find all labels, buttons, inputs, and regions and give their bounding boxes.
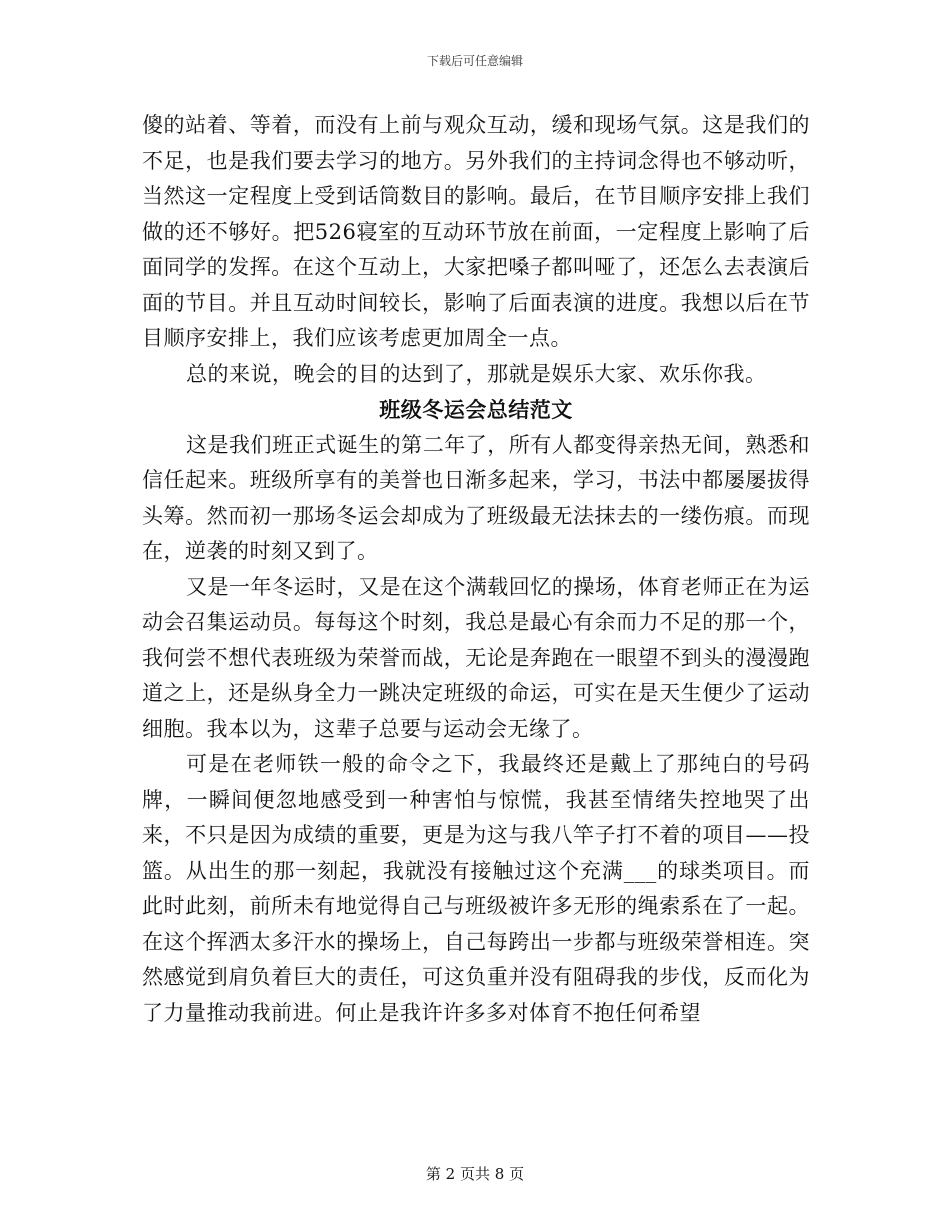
section-title: 班级冬运会总结范文 xyxy=(379,397,573,422)
body-paragraph-1: 这是我们班正式诞生的第二年了，所有人都变得亲热无间，熟悉和信任起来。班级所享有的美誉也日渐多起来，学习，书法中都屡屡拔得头筹。然而初一那场冬运会却成为了班级最无法抹去的一缕伤痕。而现在，逆袭的时刻又到了。 xyxy=(142,432,810,563)
page-header: 下载后可任意编辑 xyxy=(426,54,523,68)
page-footer: 第 2 页共 8 页 xyxy=(425,1165,525,1183)
continued-paragraph: 傻的站着、等着，而没有上前与观众互动，缓和现场气氛。这是我们的不足，也是我们要去学习的地方。另外我们的主持词念得也不够动听，当然这一定程度上受到话筒数目的影响。最后，在节目顺序安排上我们做的还不够好。把526寝室的互动环节放在前面，一定程度上影响了后面同学的发挥。在这个互动上，大家把嗓子都叫哑了，还怎么去表演后面的节目。并且互动时间较长，影响了后面表演的进度。我想以后在节目顺序安排上，我们应该考虑更加周全一点。 xyxy=(142,113,810,350)
closing-paragraph: 总的来说，晚会的目的达到了，那就是娱乐大家、欢乐你我。 xyxy=(186,361,767,386)
body-paragraph-2: 又是一年冬运时，又是在这个满载回忆的操场，体育老师正在为运动会召集运动员。每每这个时刻，我总是最心有余而力不足的那一个，我何尝不想代表班级为荣誉而战，无论是奔跑在一眼望不到头的漫漫跑道之上，还是纵身全力一跳决定班级的命运，可实在是天生便少了运动细胞。我本以为，这辈子总要与运动会无缘了。 xyxy=(142,574,810,741)
body-paragraph-3: 可是在老师铁一般的命令之下，我最终还是戴上了那纯白的号码牌，一瞬间便忽地感受到一种害怕与惊慌，我甚至情绪失控地哭了出来，不只是因为成绩的重要，更是为这与我八竿子打不着的项目——投篮。从出生的那一刻起，我就没有接触过这个充满___的球类项目。而此时此刻，前所未有地觉得自己与班级被许多无形的绳索系在了一起。在这个挥洒太多汗水的操场上，自己每跨出一步都与班级荣誉相连。突然感觉到肩负着巨大的责任，可这负重并没有阻碍我的步伐，反而化为了力量推动我前进。何止是我许许多多对体育不抱任何希望 xyxy=(142,752,810,1025)
document-body xyxy=(142,108,810,1031)
